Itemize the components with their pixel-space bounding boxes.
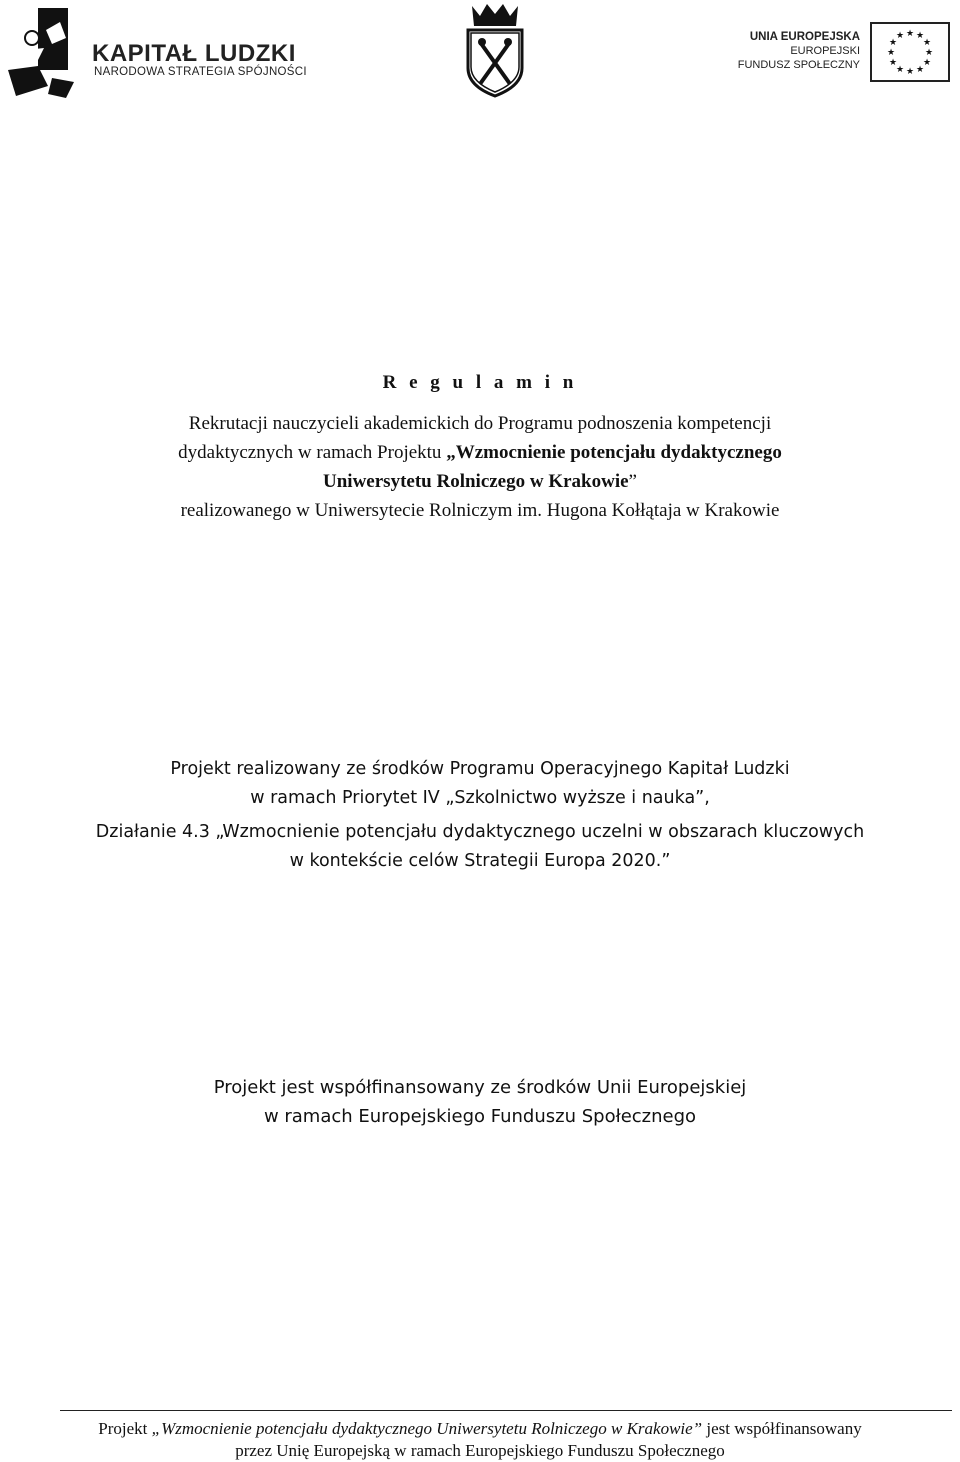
eu-line-1: UNIA EUROPEJSKA xyxy=(749,31,860,43)
svg-text:★: ★ xyxy=(924,48,934,58)
kapital-ludzki-subtitle: NARODOWA STRATEGIA SPÓJNOŚCI xyxy=(94,66,307,78)
funding-line-3: Działanie 4.3 „Wzmocnienie potencjału dydaktycznego uczelni w obszarach kluczowych xyxy=(95,822,865,842)
eu-flag xyxy=(870,22,950,82)
document-title: R e g u l a m i n xyxy=(382,372,578,393)
eu-line-2: EUROPEJSKI xyxy=(790,45,860,57)
cofinancing-statement xyxy=(0,1073,960,1131)
funding-priority xyxy=(0,755,960,813)
footer-line-2: przez Unię Europejską w ramach Europejskiego Funduszu Społecznego xyxy=(235,1441,725,1460)
page-footer xyxy=(0,1418,960,1462)
svg-text:★: ★ xyxy=(888,58,898,68)
svg-text:★: ★ xyxy=(915,65,925,75)
footer-post: jest współfinansowany xyxy=(702,1419,862,1438)
svg-text:★: ★ xyxy=(888,38,898,48)
footer-line-1 xyxy=(0,1418,960,1440)
svg-text:★: ★ xyxy=(886,48,896,58)
funding-line-1: Projekt realizowany ze środków Programu Operacyjnego Kapitał Ludzki xyxy=(170,759,790,779)
footer-pre: Projekt xyxy=(98,1419,152,1438)
kapital-ludzki-title: KAPITAŁ LUDZKI xyxy=(92,40,296,67)
eu-line-3: FUNDUSZ SPOŁECZNY xyxy=(737,59,860,71)
eu-fund-text xyxy=(700,30,860,72)
intro-line-4: realizowanego w Uniwersytecie Rolniczym im. Hugona Kołłątaja w Krakowie xyxy=(180,500,780,521)
intro-line-2-text: dydaktycznych w ramach Projektu xyxy=(178,442,447,463)
footer-divider xyxy=(60,1410,952,1411)
project-name-part-1: „Wzmocnienie potencjału dydaktycznego xyxy=(446,442,782,463)
intro-line-3 xyxy=(0,467,960,496)
svg-text:★: ★ xyxy=(895,31,905,41)
intro-line-3-quote: ” xyxy=(628,471,637,492)
university-crest xyxy=(462,2,528,98)
document-intro xyxy=(0,409,960,525)
project-name-part-2: Uniwersytetu Rolniczego w Krakowie xyxy=(323,471,629,492)
intro-line-1: Rekrutacji nauczycieli akademickich do Programu podnoszenia kompetencji xyxy=(188,413,772,434)
funding-line-4: w kontekście celów Strategii Europa 2020.” xyxy=(289,851,671,871)
footer-project-name: „Wzmocnienie potencjału dydaktycznego Uniwersytetu Rolniczego w Krakowie” xyxy=(151,1419,703,1438)
svg-text:★: ★ xyxy=(905,29,915,39)
intro-line-2 xyxy=(0,438,960,467)
kapital-ludzki-emblem-icon xyxy=(8,8,88,100)
svg-text:★: ★ xyxy=(915,31,925,41)
cofinancing-line-1: Projekt jest współfinansowany ze środków Unii Europejskiej xyxy=(213,1077,747,1098)
svg-text:★: ★ xyxy=(905,67,915,77)
cofinancing-line-2: w ramach Europejskiego Funduszu Społecznego xyxy=(263,1106,697,1127)
funding-action xyxy=(0,818,960,876)
funding-line-2: w ramach Priorytet IV „Szkolnictwo wyższe i nauka”, xyxy=(250,788,710,808)
svg-text:★: ★ xyxy=(922,58,932,68)
svg-text:★: ★ xyxy=(922,38,932,48)
crest-icon xyxy=(462,2,528,98)
eu-stars-icon xyxy=(872,24,948,80)
svg-text:★: ★ xyxy=(895,65,905,75)
